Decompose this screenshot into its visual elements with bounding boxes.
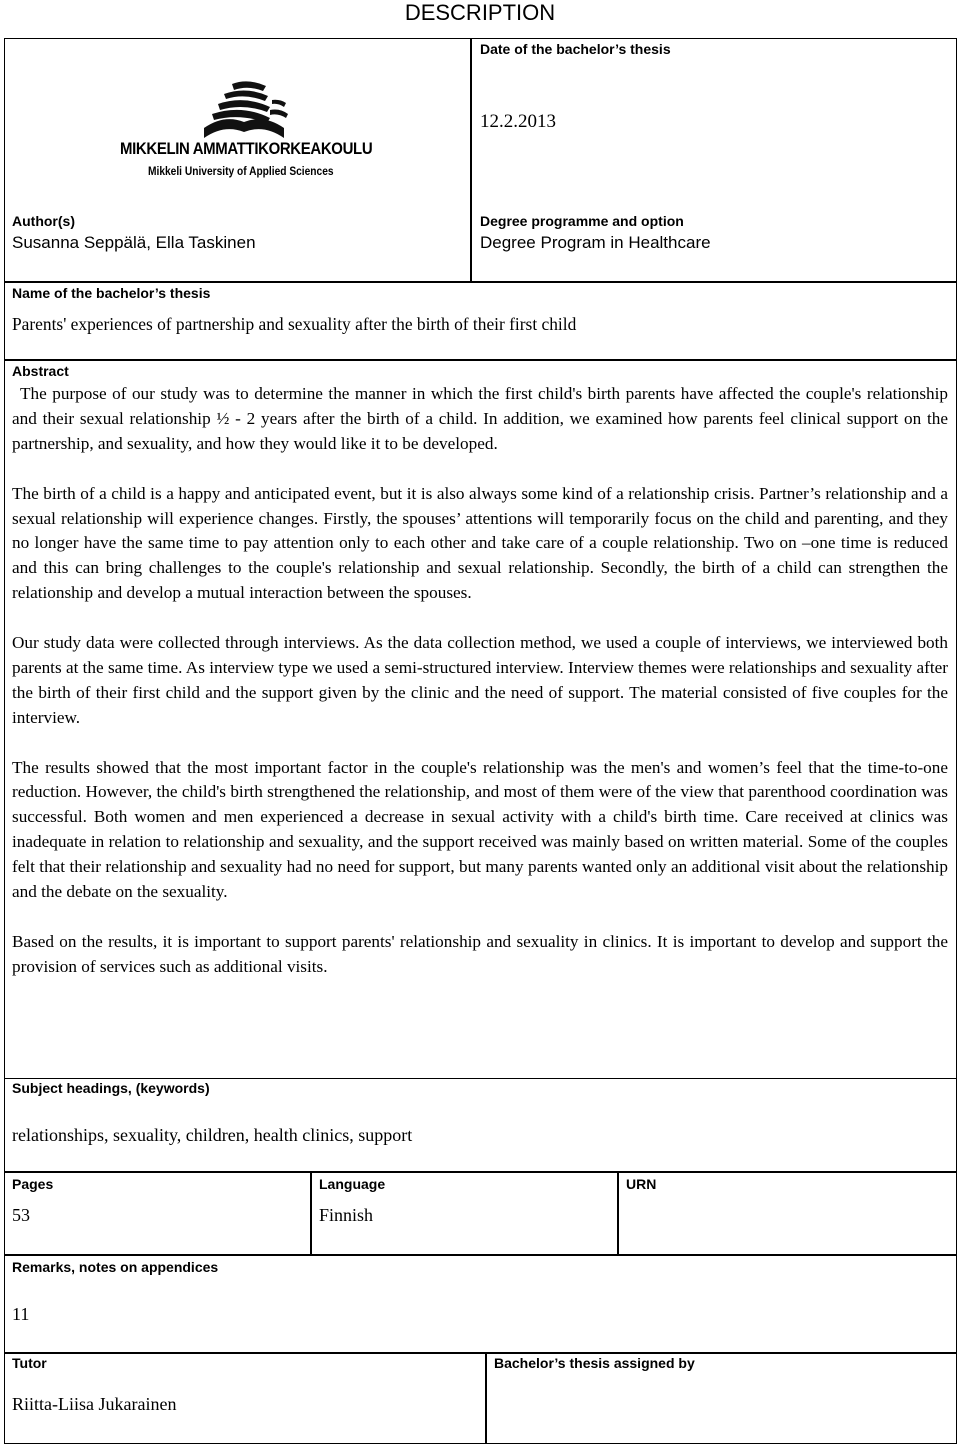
university-subtitle: Mikkeli University of Applied Sciences [148, 164, 334, 178]
keywords-value: relationships, sexuality, children, health clinics, support [12, 1125, 413, 1145]
university-logo [120, 80, 373, 182]
divider-header-vertical [470, 38, 472, 283]
degree-label: Degree programme and option [480, 213, 684, 229]
abstract-paragraph: The birth of a child is a happy and anticipated event, but it is also always some kind of a relationship crisis. Partner’s relationship and a sexual relationship will experience changes. Firstly, the spouses’ attentions will temporarily focus on the child and parenting, and they no longer have the same time to pay attention only to each other and take care of a couple relationship. Two on –one time is reduced and this can bring challenges to the couple's relationship and sexual relationship. Secondly, the birth of a child can strengthen the relationship and develop a mutual interaction between the spouses. [12, 483, 948, 603]
abstract-paragraph: Based on the results, it is important to support parents' relationship and sexuality in clinics. It is important to develop and support the provision of services such as additional visits. [12, 931, 948, 976]
divider-keywords-bottom [4, 1171, 957, 1173]
divider-remarks-bottom [4, 1352, 957, 1354]
divider-meta-bottom [4, 1254, 957, 1256]
thesis-name-label: Name of the bachelor’s thesis [12, 285, 211, 301]
pages-label: Pages [12, 1176, 54, 1192]
divider-header-bottom [4, 281, 957, 283]
abstract-body [12, 382, 948, 980]
thesis-name-value: Parents' experiences of partnership and sexuality after the birth of their first child [12, 314, 577, 334]
university-name: MIKKELIN AMMATTIKORKEAKOULU [120, 139, 373, 158]
divider-pages-language [310, 1171, 312, 1256]
university-emblem-icon [120, 80, 360, 142]
divider-tutor-assigned [485, 1352, 487, 1444]
abstract-label: Abstract [12, 363, 69, 379]
keywords-label: Subject headings, (keywords) [12, 1080, 210, 1096]
language-value: Finnish [319, 1205, 374, 1225]
degree-value: Degree Program in Healthcare [480, 233, 711, 252]
divider-thesis-bottom [4, 359, 957, 361]
author-label: Author(s) [12, 213, 75, 229]
abstract-paragraph: The results showed that the most important factor in the couple's relationship was the men's and women’s feel that the time-to-one reduction. However, the child's birth strengthened the relationship, and most of them were of the view that parenthood coordination was successful. Both women and men experienced a decrease in sexual activity with a child's birth time. Care received at clinics was inadequate in relation to relationship and sexuality, and the support received was mainly based on written material. Some of the couples felt that their relationship and sexuality had no need for support, but many parents wanted only an additional visit about the relationship and the debate on the sexuality. [12, 757, 948, 902]
abstract-paragraph: The purpose of our study was to determine the manner in which the first child's birth parents have affected the couple's relationship and their sexual relationship ½ - 2 years after the birth of a child. In addition, we examined how parents feel clinical support on the partnership, and sexuality, and how they would like it to be developed. [12, 384, 948, 453]
author-value: Susanna Seppälä, Ella Taskinen [12, 233, 256, 252]
divider-language-urn [617, 1171, 619, 1256]
tutor-label: Tutor [12, 1355, 47, 1371]
urn-label: URN [626, 1176, 657, 1192]
page-title: DESCRIPTION [404, 0, 556, 25]
abstract-paragraph: Our study data were collected through interviews. As the data collection method, we used a couple of interviews, we interviewed both parents at the same time. As interview type we used a semi-structured interview. Interview themes were relationships and sexuality after the birth of their first child and the support given by the clinic and the need of support. The material consisted of five couples for the interview. [12, 633, 948, 727]
remarks-value: 11 [12, 1304, 30, 1324]
date-label: Date of the bachelor’s thesis [480, 41, 671, 57]
remarks-label: Remarks, notes on appendices [12, 1259, 219, 1275]
divider-abstract-bottom [4, 1078, 957, 1079]
assigned-by-label: Bachelor’s thesis assigned by [494, 1355, 695, 1371]
pages-value: 53 [12, 1205, 30, 1225]
language-label: Language [319, 1176, 386, 1192]
tutor-value: Riitta-Liisa Jukarainen [12, 1394, 177, 1414]
date-value: 12.2.2013 [480, 111, 556, 132]
